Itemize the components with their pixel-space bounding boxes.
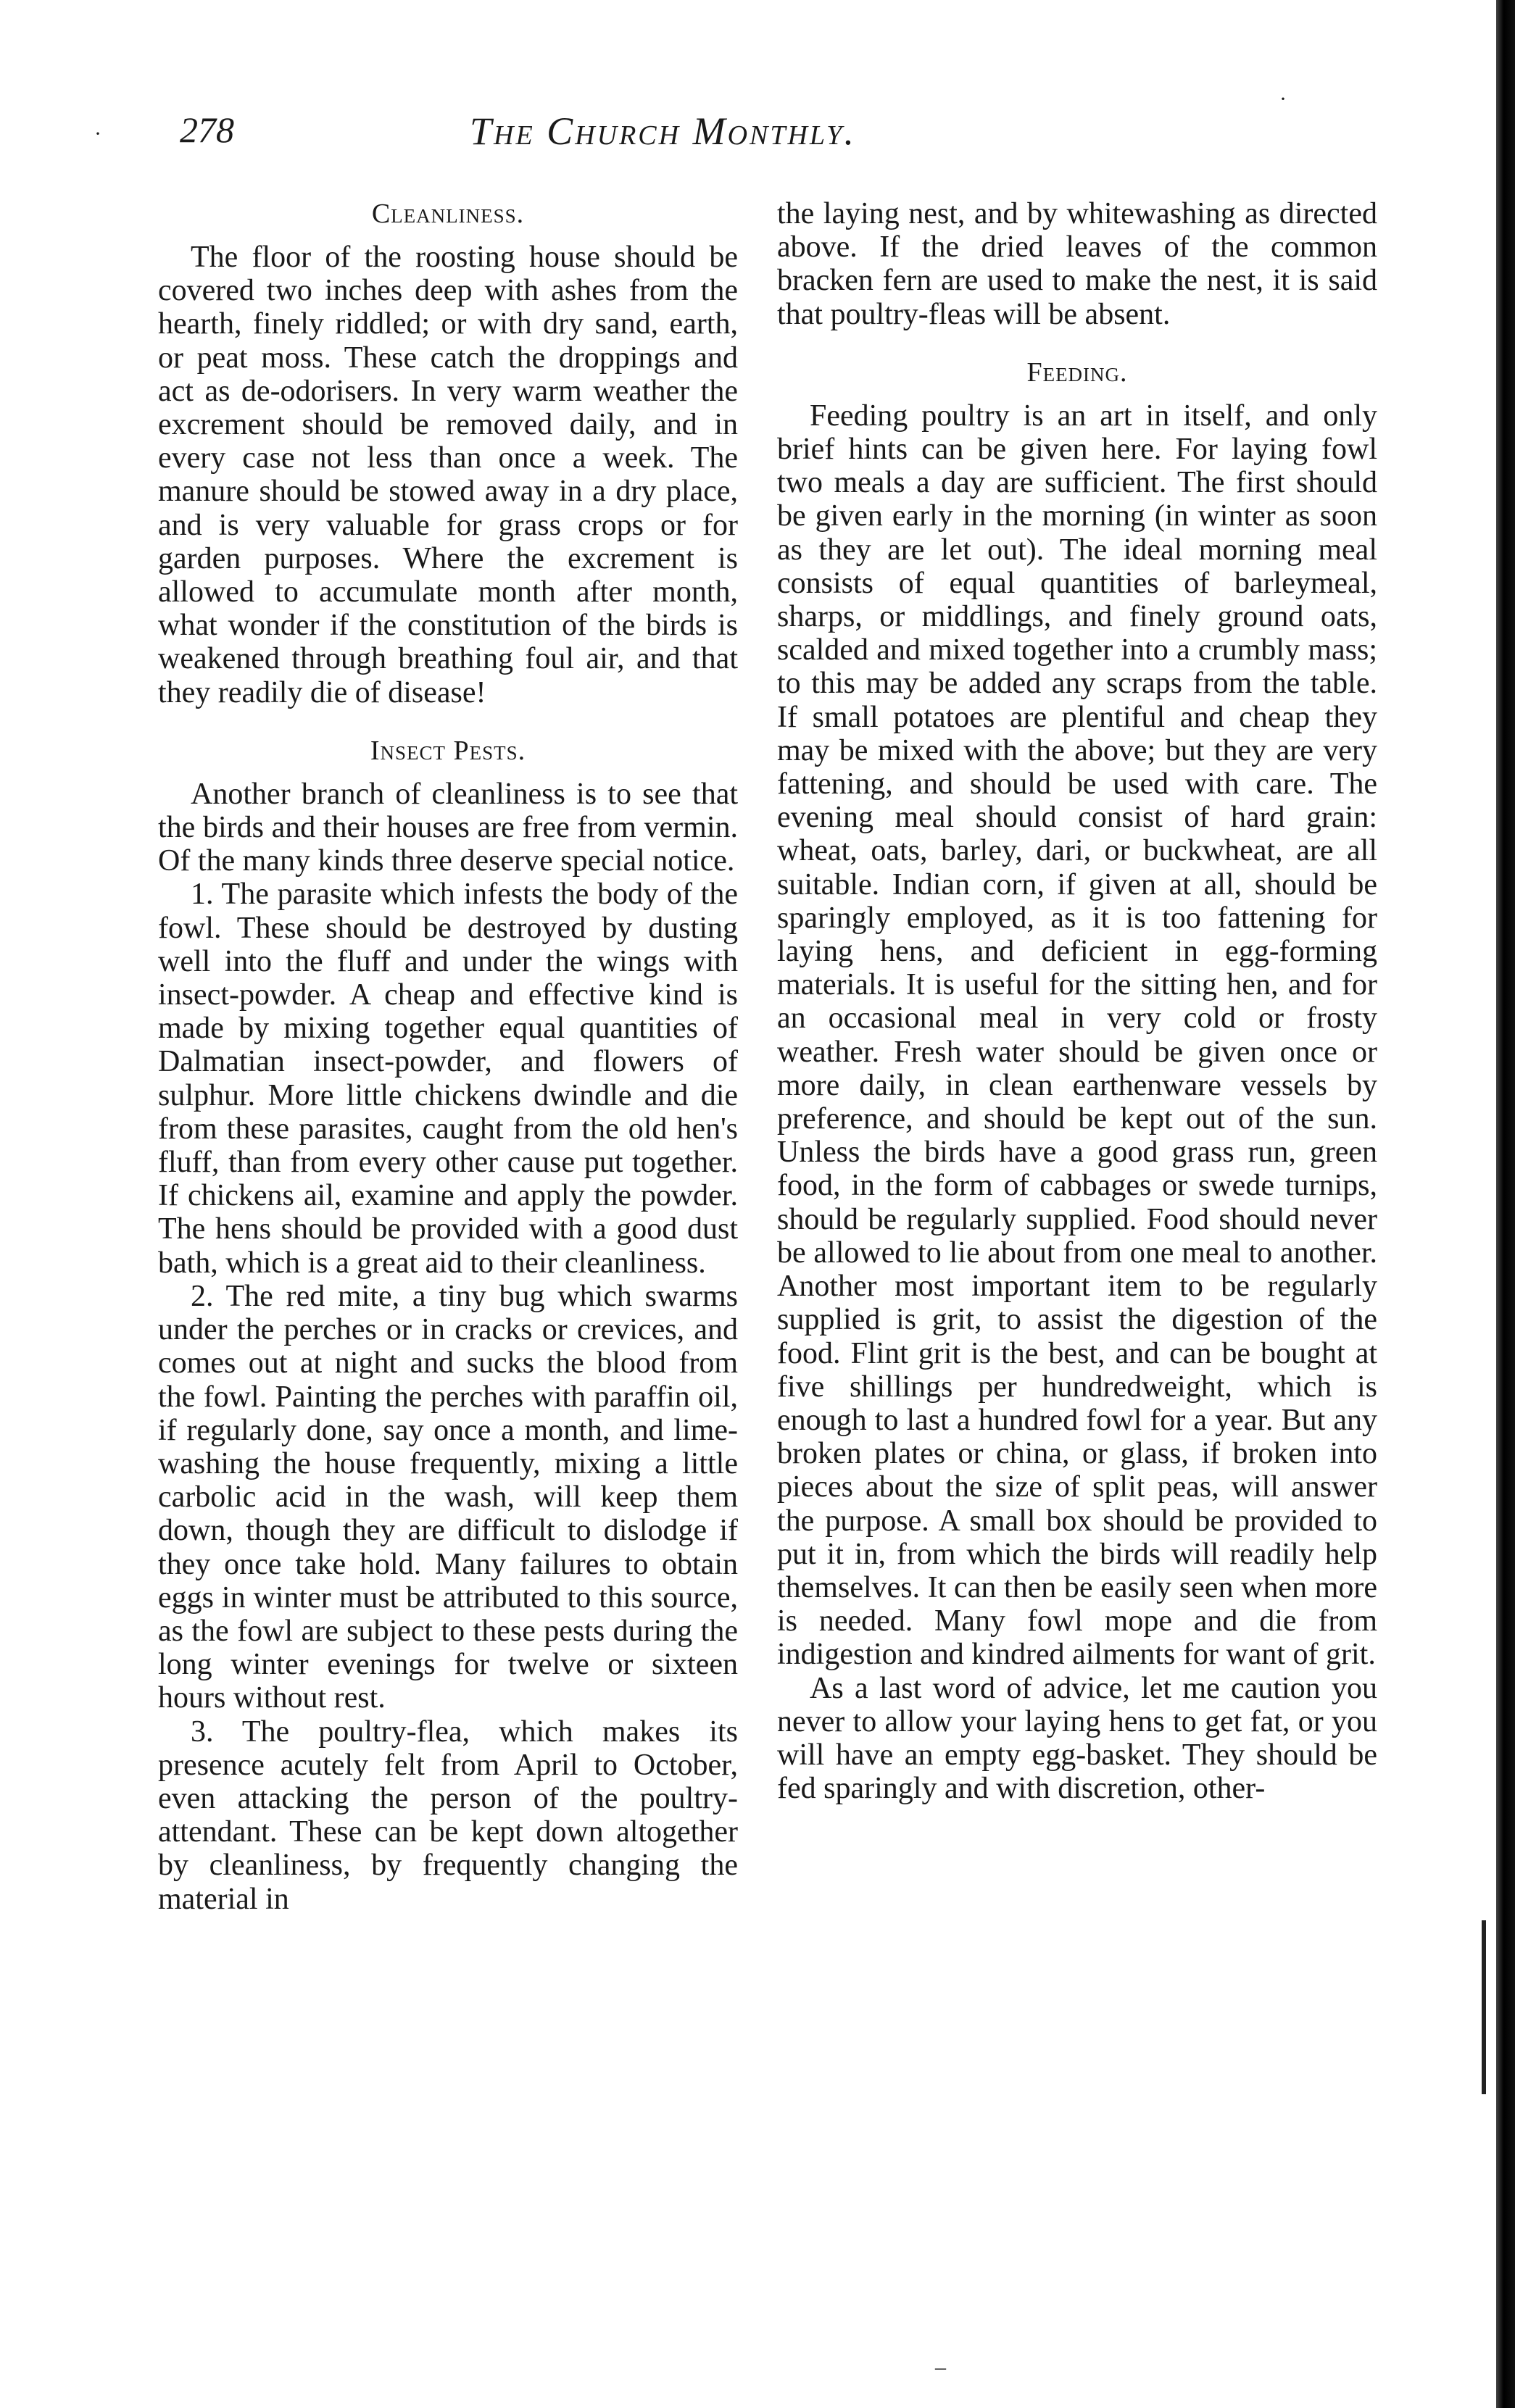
paragraph-insect-1: 1. The parasite which infests the body of the fowl. These should be destroyed by dusting well into the fluff and under the wings with insect-powder. A cheap and effective kind is made by mixing together equal quantities of Dalmatian insect-powder, and flowers of sulphur. More little chickens dwindle and die from these parasites, caught from the old hen's fluff, than from every other cause put together. If chickens ail, examine and apply the powder. The hens should be provided with a good dust bath, which is a great aid to their cleanliness. bbox=[158, 878, 738, 1280]
paragraph-feeding-1: Feeding poultry is an art in itself, and only brief hints can be given here. For laying fowl two meals a day are sufficient. The first should be given early in the morning (in winter as soon as they are let out). The ideal morning meal consists of equal quantities of barleymeal, sharps, or middlings, and finely ground oats, scalded and mixed together into a crumbly mass; to this may be added any scraps from the table. If small potatoes are plentiful and cheap they may be mixed with the above; but they are very fattening, and should be used with care. The evening meal should consist of hard grain: wheat, oats, barley, dari, or buckwheat, are all suitable. Indian corn, if given at all, should be sparingly employed, as it is too fattening for laying hens, and deficient in egg-forming materials. It is useful for the sitting hen, and for an occasional meal in very cold or frosty weather. Fresh water should be given once or more daily, in clean earthenware vessels by preference, and should be kept out of the sun. Unless the birds have a good grass run, green food, in the form of cabbages or swede turnips, should be regularly supplied. Food should never be allowed to lie about from one meal to another. Another most important item to be regularly supplied is grit, to assist the digestion of the food. Flint grit is the best, and can be bought at five shillings per hundredweight, which is enough to last a hundred fowl for a year. But any broken plates or china, or glass, if broken into pieces about the size of split peas, will answer the purpose. A small box should be provided to put it in, from which the birds will readily help themselves. It can then be easily seen when more is needed. Many fowl mope and die from indigestion and kindred ailments for want of grit. bbox=[777, 399, 1377, 1672]
scan-mark bbox=[1482, 1920, 1486, 2094]
section-heading-cleanliness: Cleanliness. bbox=[371, 199, 525, 229]
paragraph-insect-intro: Another branch of cleanliness is to see that the birds and their houses are free from vermin. Of the many kinds three deserve special notice. bbox=[158, 777, 738, 878]
section-heading-insect-pests: Insect Pests. bbox=[370, 735, 526, 766]
journal-title: The Church Monthly. bbox=[470, 109, 856, 153]
stray-mark: – bbox=[935, 2355, 946, 2379]
left-column bbox=[158, 197, 738, 1916]
scan-border-shadow bbox=[1496, 0, 1515, 2408]
paragraph-insect-2: 2. The red mite, a tiny bug which swarms under the perches or in cracks or crevices, and comes out at night and sucks the blood from the fowl. Painting the perches with paraffin oil, if regularly done, say once a month, and lime-washing the house frequently, mixing a little carbolic acid in the wash, will keep them down, though they are difficult to dislodge if they once take hold. Many failures to obtain eggs in winter must be attributed to this source, as the fowl are subject to these pests during the long winter evenings for twelve or sixteen hours without rest. bbox=[158, 1279, 738, 1715]
page-number: 278 bbox=[180, 109, 234, 150]
paragraph-cleanliness: The floor of the roosting house should be covered two inches deep with ashes from the hearth, finely riddled; or with dry sand, earth, or peat moss. These catch the droppings and act as de-odorisers. In very warm weather the excrement should be removed daily, and in every case not less than once a week. The manure should be stowed away in a dry place, and is very valuable for grass crops or for garden purposes. Where the excrement is allowed to accumulate month after month, what wonder if the constitution of the birds is weakened through breathing foul air, and that they readily die of disease! bbox=[158, 241, 738, 709]
running-header bbox=[158, 109, 1390, 174]
section-heading-feeding: Feeding. bbox=[1026, 357, 1128, 388]
paragraph-insect-3: 3. The poultry-flea, which makes its presence acutely felt from April to October, even attacking the person of the poultry-attendant. These can be kept down altogether by cleanliness, by frequently changing the material in bbox=[158, 1715, 738, 1916]
paragraph-feeding-2: As a last word of advice, let me caution you never to allow your laying hens to get fat, or you will have an empty egg-basket. They should be fed sparingly and with discretion, other- bbox=[777, 1671, 1377, 1806]
stray-mark: · bbox=[1279, 87, 1287, 111]
stray-mark: · bbox=[94, 122, 101, 146]
right-column bbox=[777, 197, 1377, 1805]
paragraph-continued: the laying nest, and by whitewashing as directed above. If the dried leaves of the common bracken fern are used to make the nest, it is said that poultry-fleas will be absent. bbox=[777, 197, 1377, 331]
